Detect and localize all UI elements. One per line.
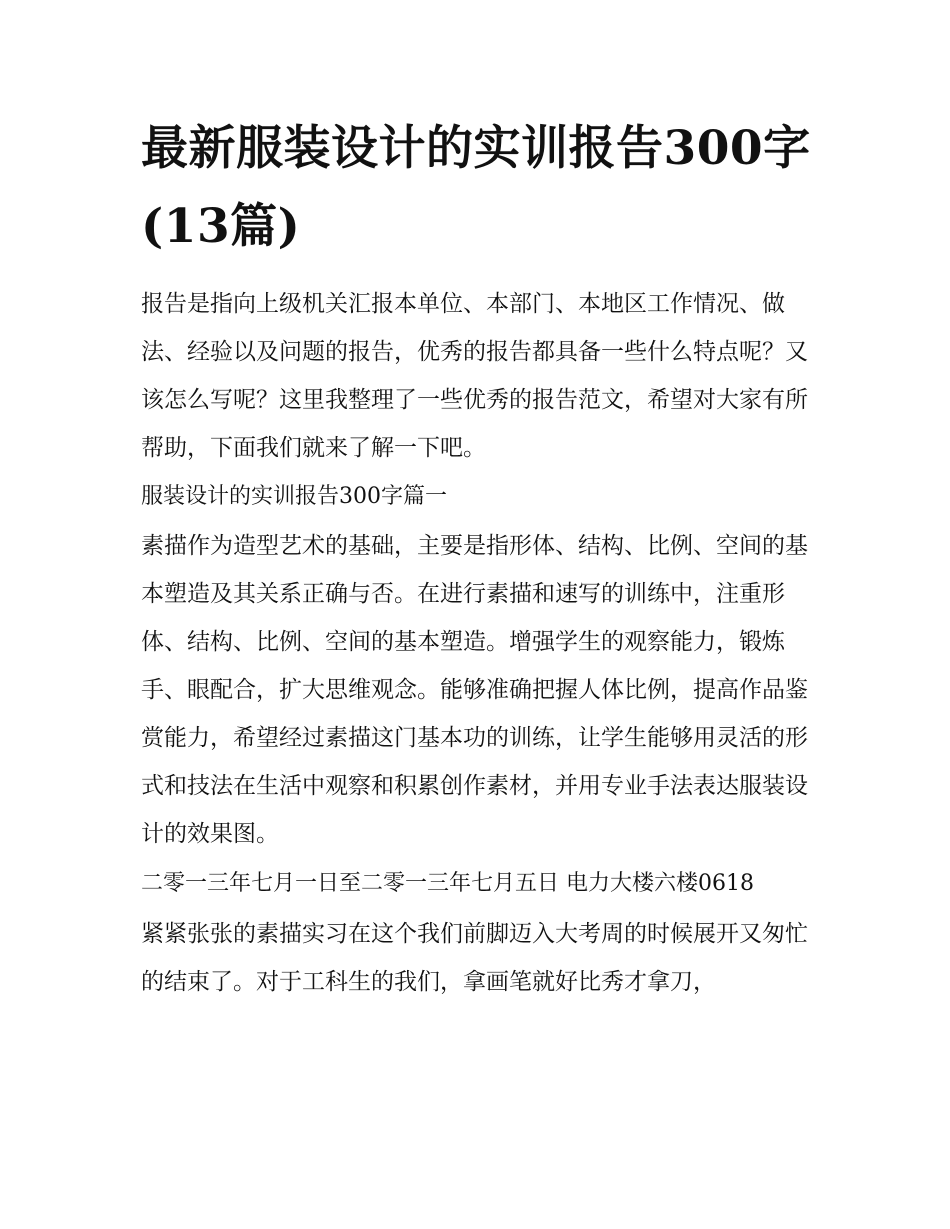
document-title: 最新服装设计的实训报告300字(13篇) — [141, 121, 811, 254]
intro-paragraph: 报告是指向上级机关汇报本单位、本部门、本地区工作情况、做法、经验以及问题的报告，优秀的报告都具备一些什么特点呢？又该怎么写呢？这里我整理了一些优秀的报告范文，希望对大家有所帮助，下面我们就来了解一下吧。 — [141, 291, 808, 461]
document-page — [141, 110, 813, 1006]
body-paragraph-1: 素描作为造型艺术的基础，主要是指形体、结构、比例、空间的基本塑造及其关系正确与否。在进行素描和速写的训练中，注重形体、结构、比例、空间的基本塑造。增强学生的观察能力，锻炼手、眼配合，扩大思维观念。能够准确把握人体比例，提高作品鉴赏能力，希望经过素描这门基本功的训练，让学生能够用灵活的形式和技法在生活中观察和积累创作素材，并用专业手法表达服装设计的效果图。 — [141, 533, 808, 847]
date-location-line: 二零一三年七月一日至二零一三年七月五日 电力大楼六楼0618 — [141, 871, 754, 896]
body-paragraph-2: 紧紧张张的素描实习在这个我们前脚迈入大考周的时候展开又匆忙的结束了。对于工科生的我们，拿画笔就好比秀才拿刀， — [141, 921, 808, 995]
section-heading: 服装设计的实训报告300字篇一 — [141, 484, 447, 509]
